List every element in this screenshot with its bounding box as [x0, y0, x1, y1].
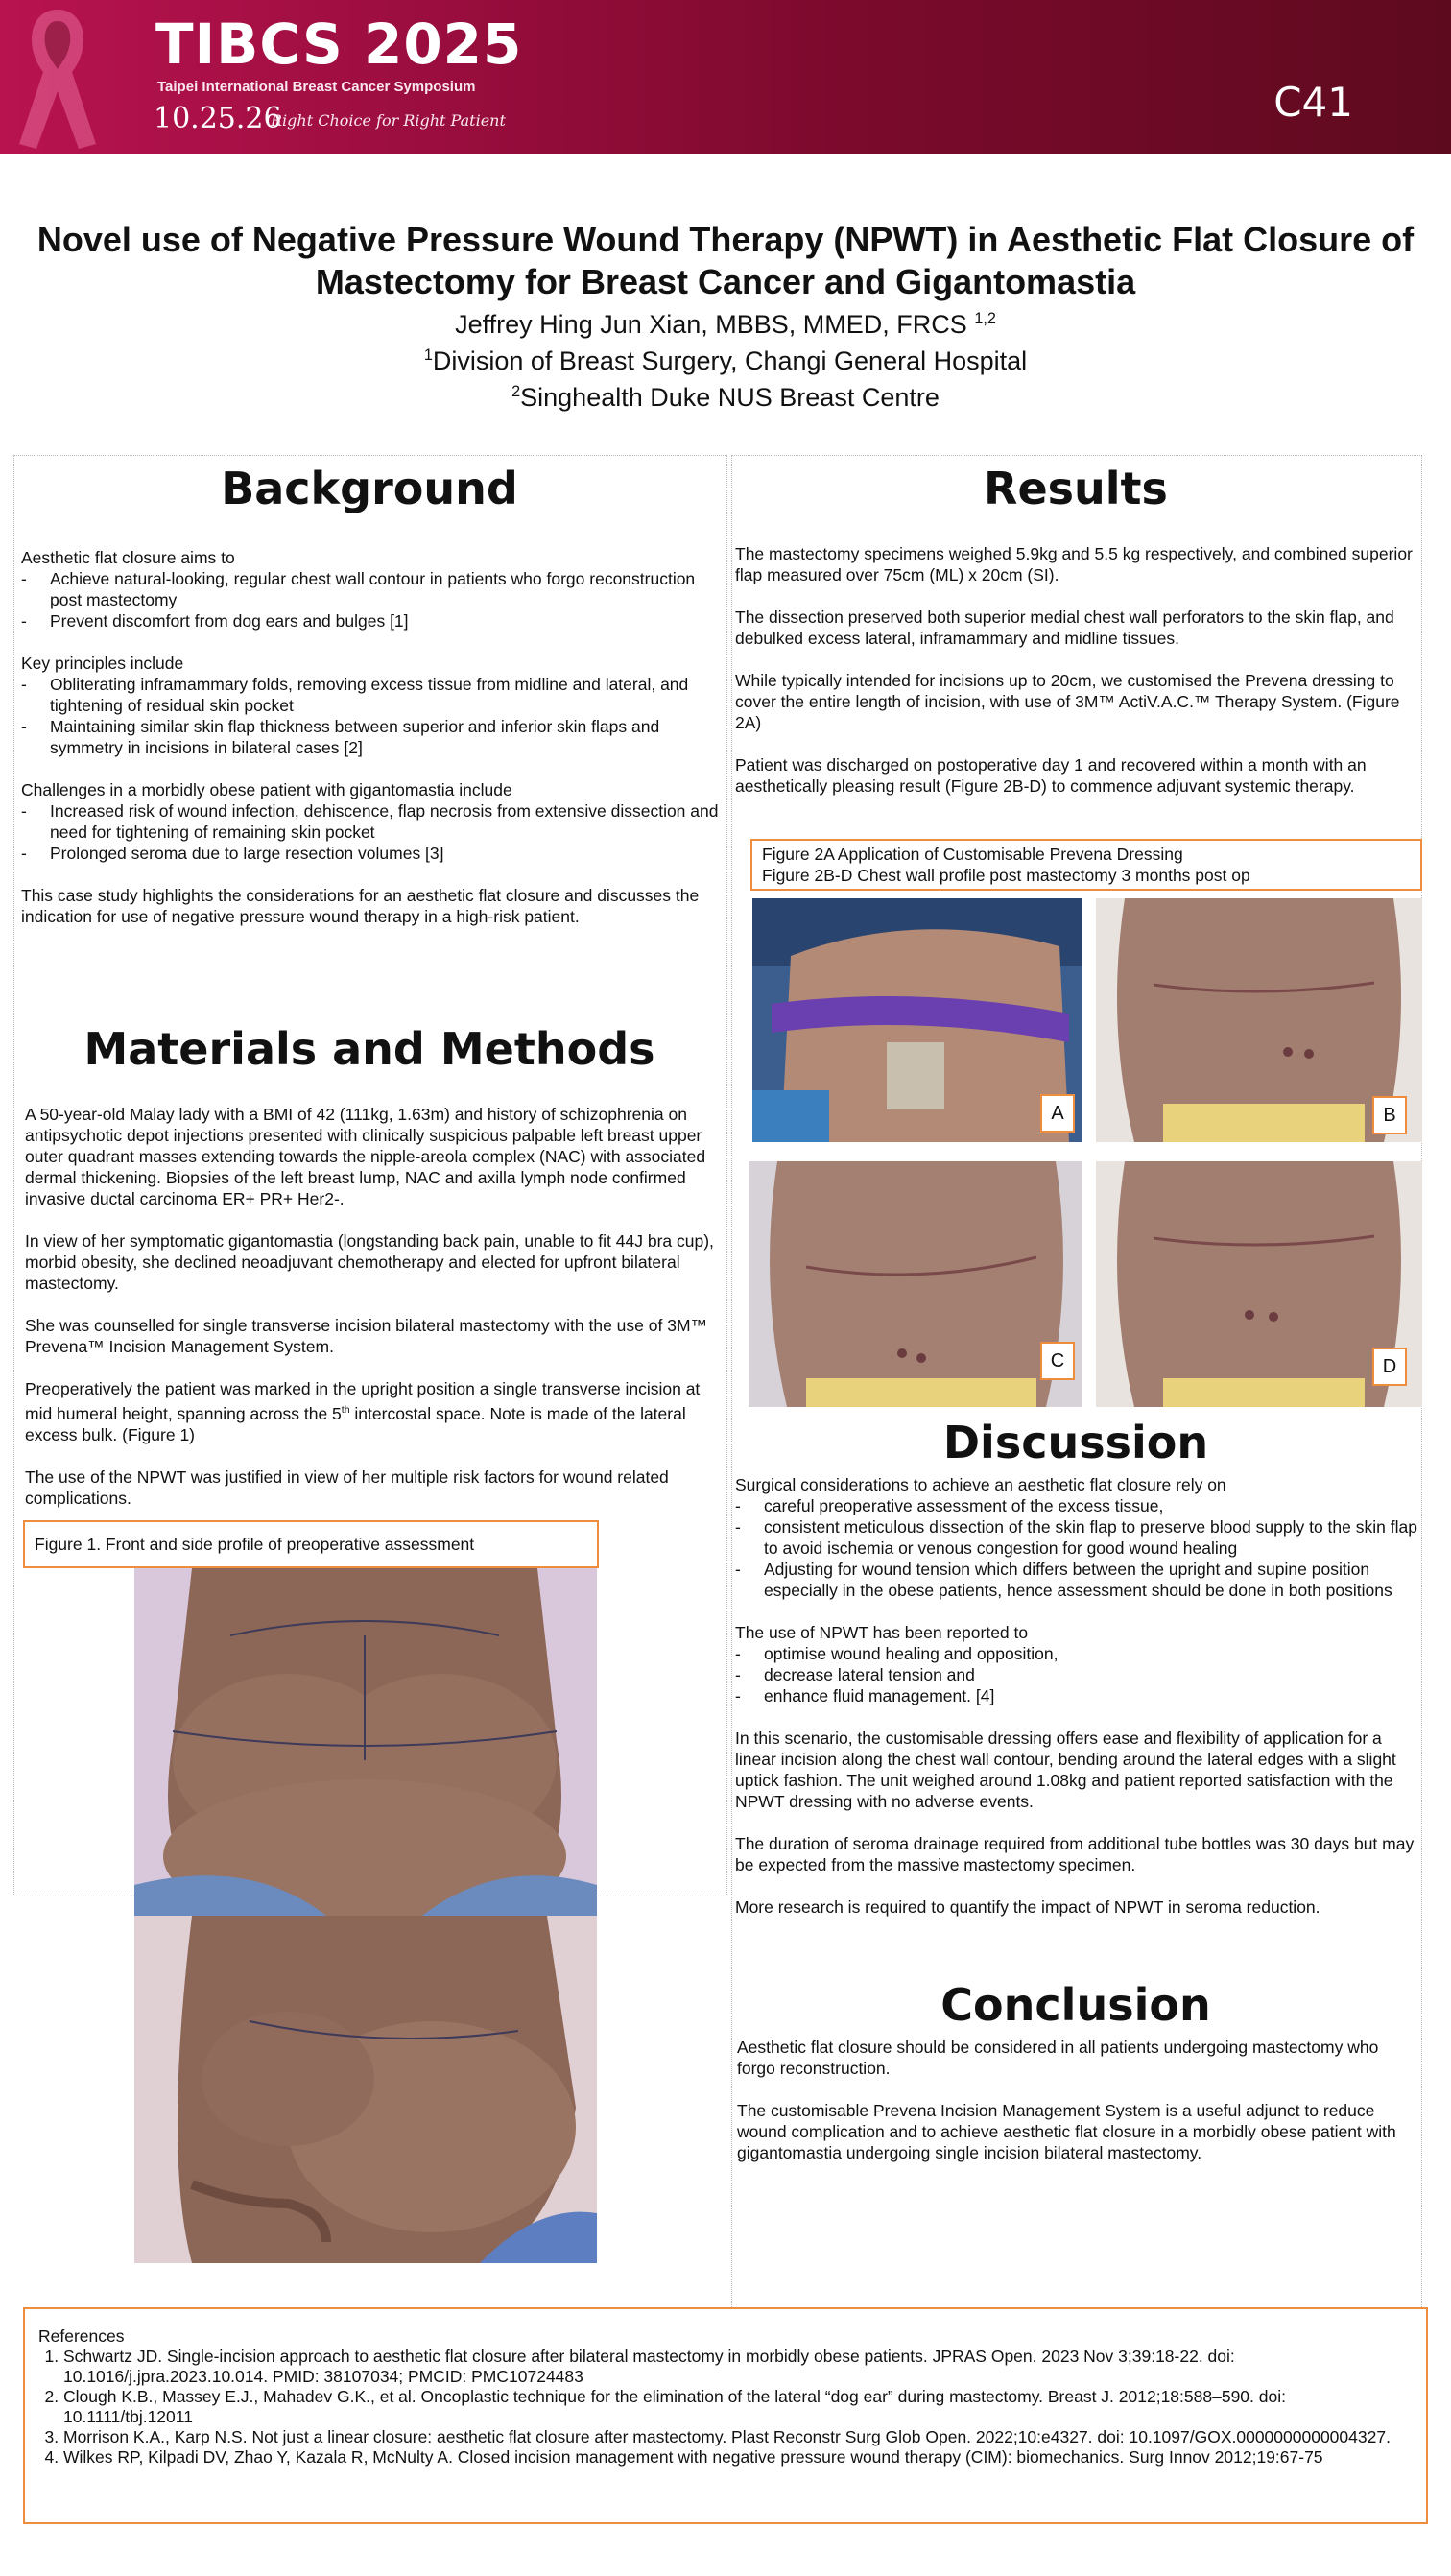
list-item: - optimise wound healing and opposition,	[735, 1643, 1418, 1664]
figure2d-photo	[1096, 1161, 1422, 1407]
aff1-text: Division of Breast Surgery, Changi General Hospital	[432, 346, 1028, 375]
photo-label-d: D	[1372, 1348, 1407, 1386]
methods-p5: The use of the NPWT was justified in view of her multiple risk factors for wound related complications.	[25, 1467, 669, 1508]
figure2-caption	[750, 839, 1422, 891]
results-p1: The mastectomy specimens weighed 5.9kg and 5.5 kg respectively, and combined superior flap measured over 75cm (ML) x 20cm (SI).	[735, 544, 1413, 584]
background-heading: Background	[221, 463, 518, 514]
discussion-p5: More research is required to quantify the impact of NPWT in seroma reduction.	[735, 1897, 1320, 1917]
list-item: - careful preoperative assessment of the excess tissue,	[735, 1495, 1418, 1516]
author-name: Jeffrey Hing Jun Xian, MBBS, MMED, FRCS	[455, 310, 967, 339]
results-body	[735, 543, 1416, 818]
results-p2: The dissection preserved both superior medial chest wall perforators to the skin flap, and debulked excess lateral, inframammary and midline tissues.	[735, 608, 1394, 648]
background-body	[21, 547, 720, 948]
list-item: - enhance fluid management. [4]	[735, 1685, 1418, 1706]
conclusion-p2: The customisable Prevena Incision Management System is a useful adjunct to reduce wound complication and to achieve aesthetic flat closure in a morbidly obese patient with gigantomastia undergoing single incision bilateral mastectomy.	[737, 2101, 1396, 2162]
background-p2-intro: Key principles include	[21, 654, 184, 673]
list-item: - Prevent discomfort from dog ears and bulges [1]	[21, 610, 720, 632]
conclusion-heading: Conclusion	[940, 1979, 1211, 2031]
list-item: - Adjusting for wound tension which differs between the upright and supine position especially in the obese patients, hence assessment should be done in both positions	[735, 1559, 1418, 1601]
list-item: - consistent meticulous dissection of the skin flap to preserve blood supply to the skin flap to avoid ischemia or venous congestion for good wound healing	[735, 1516, 1418, 1559]
aff2-superscript: 2	[511, 383, 521, 400]
methods-p4	[25, 1378, 722, 1445]
photo-label-c: C	[1040, 1342, 1075, 1380]
methods-p4-sup: th	[341, 1404, 350, 1416]
author-superscript: 1,2	[974, 310, 996, 327]
discussion-body	[735, 1474, 1418, 1939]
figure2b-photo	[1096, 898, 1422, 1142]
discussion-heading: Discussion	[942, 1417, 1209, 1468]
photo-label-b: B	[1372, 1096, 1407, 1134]
results-p4: Patient was discharged on postoperative day 1 and recovered within a month with an aesthetically pleasing result (Figure 2B-D) to commence adjuvant systemic therapy.	[735, 755, 1367, 796]
reference-item: 3. Morrison K.A., Karp N.S. Not just a linear closure: aesthetic flat closure after mastectomy. Plast Reconstr Surg Glob Open. 2022;10:e4327. doi: 10.1097/GOX.0000000000004327.	[63, 2427, 1413, 2447]
conclusion-p1: Aesthetic flat closure should be considered in all patients undergoing mastectomy who forgo reconstruction.	[737, 2038, 1379, 2078]
list-item: - Prolonged seroma due to large resection volumes [3]	[21, 843, 720, 864]
photo-label-a: A	[1040, 1094, 1075, 1133]
discussion-p4: The duration of seroma drainage required from additional tube bottles was 30 days but may be expected from the massive mastectomy specimen.	[735, 1834, 1415, 1874]
references-list	[38, 2347, 1413, 2468]
methods-p3: She was counselled for single transverse incision bilateral mastectomy with the use of 3M™ Prevena™ Incision Management System.	[25, 1316, 708, 1356]
figure2a-illustration	[752, 898, 1082, 1142]
figure2c-photo	[749, 1161, 1082, 1407]
conclusion-body	[737, 2037, 1416, 2184]
methods-heading: Materials and Methods	[83, 1023, 655, 1075]
figure2a-photo	[752, 898, 1082, 1142]
header-banner	[0, 0, 1451, 154]
figure1-side-photo	[134, 1916, 597, 2263]
affiliation-2	[29, 376, 1422, 413]
results-heading: Results	[984, 463, 1168, 514]
affiliation-1	[29, 340, 1422, 376]
poster-title-line1: Novel use of Negative Pressure Wound Therapy (NPWT) in Aesthetic Flat Closure of	[36, 220, 1415, 259]
figure2c-illustration	[749, 1161, 1082, 1407]
discussion-p2-intro: The use of NPWT has been reported to	[735, 1623, 1029, 1642]
figure1-caption: Figure 1. Front and side profile of preoperative assessment	[23, 1520, 599, 1568]
list-item: - decrease lateral tension and	[735, 1664, 1418, 1685]
list-item: - Maintaining similar skin flap thickness between superior and inferior skin flaps and symmetry in incisions in bilateral cases [2]	[21, 716, 720, 758]
logo-subtitle: Taipei International Breast Cancer Symposium	[157, 79, 476, 95]
reference-item: 1. Schwartz JD. Single-incision approach to aesthetic flat closure after bilateral mastectomy in morbidly obese patients. JPRAS Open. 2023 Nov 3;39:18-22. doi: 10.1016/j.jpra.2023.10.014. PMID: 38107034; PMCID: PMC10724483	[63, 2347, 1413, 2387]
reference-item: 2. Clough K.B., Massey E.J., Mahadev G.K., et al. Oncoplastic technique for the elimination of the lateral “dog ear” during mastectomy. Breast J. 2012;18:588–590. doi: 10.1111/tbj.12011	[63, 2387, 1413, 2427]
references-heading: References	[38, 2326, 125, 2346]
logo-dates: 10.25.26	[154, 102, 282, 135]
list-item: - Obliterating inframammary folds, removing excess tissue from midline and lateral, and tightening of residual skin pocket	[21, 674, 720, 716]
list-item: - Achieve natural-looking, regular chest wall contour in patients who forgo reconstruction post mastectomy	[21, 568, 720, 610]
figure2-caption-line1: Figure 2A Application of Customisable Prevena Dressing	[762, 845, 1183, 864]
author-line	[29, 303, 1422, 340]
list-item: - Increased risk of wound infection, dehiscence, flap necrosis from extensive dissection and need for tightening of remaining skin pocket	[21, 800, 720, 843]
discussion-p3: In this scenario, the customisable dressing offers ease and flexibility of application for a linear incision along the chest wall contour, bending around the lateral edges with a slight uptick fashion. The unit weighed around 1.08kg and patient reported satisfaction with the NPWT dressing with no adverse events.	[735, 1729, 1396, 1811]
discussion-p1-intro: Surgical considerations to achieve an aesthetic flat closure rely on	[735, 1475, 1226, 1494]
methods-p2: In view of her symptomatic gigantomastia (longstanding back pain, unable to fit 44J bra cup), morbid obesity, she declined neoadjuvant chemotherapy and elected for upfront bilateral mastectomy.	[25, 1231, 714, 1293]
logo-tagline: Right Choice for Right Patient	[271, 111, 506, 130]
methods-body	[25, 1104, 722, 1530]
poster-title-line2: Mastectomy for Breast Cancer and Gigantomastia	[315, 262, 1136, 301]
front-profile-illustration	[134, 1568, 597, 1916]
reference-item: 4. Wilkes RP, Kilpadi DV, Zhao Y, Kazala R, McNulty A. Closed incision management with negative pressure wound therapy (CIM): biomechanics. Surg Innov 2012;19:67-75	[63, 2447, 1413, 2468]
methods-p4a: Preoperatively the patient was marked in the upright position a single transverse incision at mid humeral height, spanning across the 5	[25, 1379, 701, 1423]
logo-title: TIBCS 2025	[155, 12, 523, 77]
methods-p4b: intercostal space. Note is made of the lateral excess bulk. (Figure 1)	[25, 1403, 686, 1444]
pink-ribbon-icon	[0, 0, 115, 154]
figure2-caption-line2: Figure 2B-D Chest wall profile post mastectomy 3 months post op	[762, 866, 1250, 885]
aff2-text: Singhealth Duke NUS Breast Centre	[520, 383, 940, 412]
figure1-front-photo	[134, 1568, 597, 1916]
background-p4: This case study highlights the considerations for an aesthetic flat closure and discusses the indication for use of negative pressure wound therapy in a high-risk patient.	[21, 886, 700, 926]
background-p3-intro: Challenges in a morbidly obese patient with gigantomastia include	[21, 780, 512, 799]
title-block	[29, 219, 1422, 413]
references-box	[23, 2307, 1428, 2524]
results-p3: While typically intended for incisions up to 20cm, we customised the Prevena dressing to cover the entire length of incision, with use of 3M™ ActiV.A.C.™ Therapy System. (Figure 2A)	[735, 671, 1400, 732]
poster-code: C41	[1273, 79, 1353, 126]
side-profile-illustration	[134, 1916, 597, 2263]
aff1-superscript: 1	[423, 346, 433, 364]
methods-p1: A 50-year-old Malay lady with a BMI of 42 (111kg, 1.63m) and history of schizophrenia on antipsychotic depot injections presented with clinically suspicious palpable left breast upper outer quadrant masses extending towards the nipple-areola complex (NAC) with associated dermal thickening. Biopsies of the left breast lump, NAC and axilla lymph node confirmed invasive ductal carcinoma ER+ PR+ Her2-.	[25, 1105, 706, 1208]
background-p1-intro: Aesthetic flat closure aims to	[21, 548, 235, 567]
